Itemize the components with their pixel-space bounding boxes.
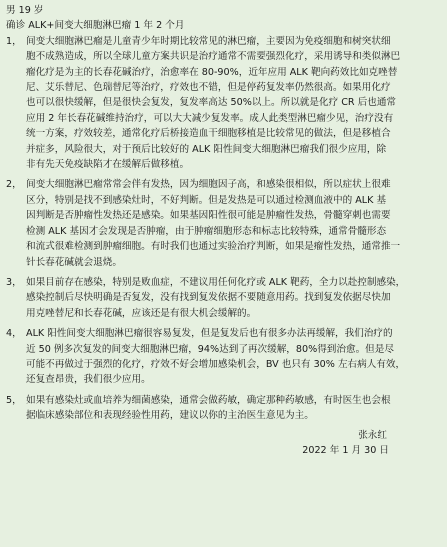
paragraph-line: 也可以很快缓解，但是很快会复发，复发率高达 50%以上。所以就是化疗 CR 后也通常	[26, 97, 397, 109]
paragraph-number: 5，	[6, 394, 22, 406]
signature-name: 张永红	[358, 429, 387, 441]
paragraph-line: 据临床感染部位和表现经验性用药，建议以你的主治医生意见为主。	[26, 410, 314, 422]
paragraph-3	[6, 275, 441, 321]
paragraph-line: 非有先天免疫缺陷才在缓解后做移植。	[26, 159, 190, 171]
paragraph-line: 胞不成熟造成，所以全球儿童方案共识是治疗通常不需要强烈化疗，采用诱导和类似淋巴	[26, 51, 401, 63]
paragraph-line: 应用 2 年长春花碱维持治疗，可以大大减少复发率。成人此类型淋巴瘤少见，治疗没有	[26, 112, 394, 124]
paragraph-line: 感染控制后尽快明确是否复发，没有找到复发依据不要随意用药。找到复发依据尽快加	[26, 292, 391, 304]
paragraph-number: 2，	[6, 179, 22, 191]
paragraph-line: 并症多，风险很大，对于预后比较好的 ALK 阳性间变大细胞淋巴瘤我们很少应用，除	[26, 143, 387, 155]
paragraph-line: 如果有感染灶或血培养为细菌感染，通常会做药敏，确定那种药敏感，有时医生也会根	[26, 394, 391, 406]
paragraph-line: 区分，特别是找不到感染灶时，不好判断。但是发热是可以通过检测血液中的 ALK 基	[26, 194, 387, 206]
paragraph-line: ALK 阳性间变大细胞淋巴瘤很容易复发，但是复发后也有很多办法再缓解，我们治疗的	[26, 328, 393, 340]
paragraph-line: 统一方案，疗效较差，通常化疗后桥接造血干细胞移植是比较常见的做法，但是移植合	[26, 128, 391, 140]
paragraph-line: 尼、艾乐替尼、色瑞替尼等治疗，疗效也不错，但是停药复发率仍然很高。如果用化疗	[26, 82, 391, 94]
paragraph-line: 可能不再做过于强烈的化疗，疗效不好会增加感染机会，BV 也只有 30% 左右病人有效，	[26, 358, 406, 370]
paragraph-line: 用克唑替尼和长春花碱，应该还是有很大机会缓解的。	[26, 307, 257, 319]
paragraph-number: 3，	[6, 276, 22, 288]
diagnosis-line: 确诊 ALK+间变大细胞淋巴瘤 1 年 2 个月	[6, 20, 185, 32]
paragraph-line: 近 50 例多次复发的间变大细胞淋巴瘤，94%达到了再次缓解，80%得到治愈。但是尽	[26, 343, 394, 355]
paragraph-5	[6, 393, 441, 424]
paragraph-line: 因判断是否肿瘤性发热还是感染。如果基因阳性很可能是肿瘤性发热，骨髓穿刺也需要	[26, 210, 391, 222]
paragraph-2	[6, 177, 441, 269]
signature-date: 2022 年 1 月 30 日	[302, 444, 389, 456]
paragraph-1	[6, 34, 441, 173]
paragraph-line: 瘤化疗是为主的长春花碱治疗，治愈率在 80-90%，近年应用 ALK 靶向药效比如克唑替	[26, 66, 398, 78]
paragraph-4	[6, 326, 441, 388]
paragraph-line: 和流式很难检测到肿瘤细胞。有时我们也通过实验治疗判断，如果是瘤性发热，通常推一	[26, 241, 401, 253]
paragraph-line: 针长春花碱就会退烧。	[26, 256, 122, 268]
paragraph-line: 间变大细胞淋巴瘤是儿童青少年时期比较常见的淋巴瘤，主要因为免疫细胞和树突状细	[26, 35, 391, 47]
paragraph-number: 1，	[6, 35, 22, 47]
paragraph-line: 如果目前存在感染，特别是败血症，不建议用任何化疗或 ALK 靶药，全力以赴控制感染，	[26, 276, 406, 288]
paragraph-number: 4，	[6, 328, 22, 340]
patient-info: 男 19 岁	[6, 5, 44, 16]
paragraph-line: 间变大细胞淋巴瘤常常会伴有发热，因为细胞因子高，和感染很相似，所以症状上很难	[26, 179, 391, 191]
paragraph-line: 检测 ALK 基因才会发现是否肿瘤，由于肿瘤细胞形态和标志比较特殊，通常骨髓形态	[26, 225, 387, 237]
paragraph-line: 还复查昂贵，我们很少应用。	[26, 374, 151, 386]
